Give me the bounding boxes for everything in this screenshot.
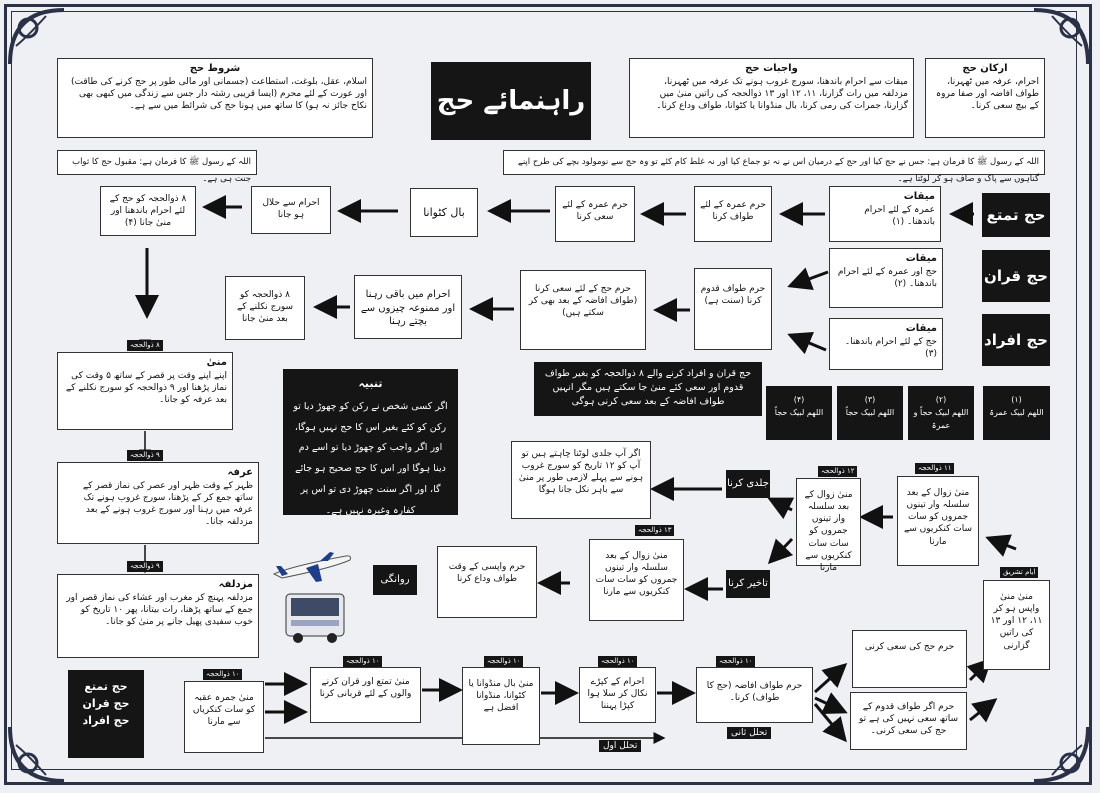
legend-ifrad: حج افراد — [82, 714, 130, 728]
muzdalifah-box — [57, 574, 259, 658]
talbiyah-4 — [766, 386, 832, 440]
tamattu-haram-sai: حرم عمرہ کے لئے سعی کرنا — [555, 186, 635, 242]
shave: منیٰ بال منڈوانا یا کٹوانا، منڈوانا افضل ہے — [462, 667, 540, 745]
mina-8-text: اپنے اپنے وقت پر قصر کے ساتھ ۵ وقت کی نماز پڑھنا اور ۹ ذوالحجہ کو سورج نکلنے کے بعد عرفہ کو جانا۔ — [65, 370, 227, 405]
tamattu-ihram8: ۸ ذوالحجہ کو حج کے لئے احرام باندھنا اور منیٰ جانا (۴) — [100, 186, 196, 236]
wajibat-heading: واجبات حج — [745, 63, 798, 74]
talbiyah-3 — [837, 386, 903, 440]
mina-return: منیٰ منیٰ واپس ہو کر ۱۱، ۱۲ اور ۱۳ کی راتیں گزارنی — [983, 580, 1050, 670]
tamattu-hair: بال کٹوانا — [410, 188, 478, 237]
mina-8-box — [57, 352, 233, 430]
change-clothes: احرام کے کپڑے نکال کر سلا ہوا کپڑا پہننا — [579, 667, 656, 723]
day-tag-9a: ۹ ذوالحجہ — [127, 450, 163, 461]
wajibat-box — [629, 58, 914, 138]
qiran-miqat — [829, 248, 943, 308]
tamattu-halal: احرام سے حلال ہو جانا — [251, 186, 331, 234]
warning-box — [283, 369, 458, 515]
qiran-miqat-title: میقات — [905, 253, 937, 264]
day-tag-10e: ۱۰ ذوالحجہ — [716, 656, 755, 667]
mina-13: منیٰ زوال کے بعد سلسلہ وار تینوں جمروں کو سات سات کنکریوں سے مارنا — [589, 539, 684, 621]
arkan-box — [925, 58, 1045, 138]
arkan-heading: ارکان حج — [962, 63, 1008, 74]
muzdalifah-text: مزدلفہ پہنچ کر مغرب اور عشاء کی نماز قصر اور جمع کے ساتھ پڑھنا، رات بیتانا، پھر ۱۰ تاریخ کو خوب سفیدی پھیل جانے پر منیٰ کو جانا۔ — [66, 592, 253, 627]
tashreeq-tag: ایام تشریق — [1000, 567, 1038, 578]
wajibat-text: میقات سے احرام باندھنا، سورج غروب ہونے تک عرفہ میں ٹھہرنا، مزدلفہ میں رات گزارنا، ۱۱، ۱۲ اور ۱۳ ذوالحجہ کی راتیں منیٰ میں گزارنا، جمرات کی رمی کرنا، بال منڈوانا یا کٹوانا، طواف وداع کرنا۔ — [656, 76, 908, 111]
arafah-title: عرفہ — [227, 467, 253, 478]
page-title: راہنمائے حج — [431, 62, 591, 140]
day-tag-13: ۱۳ ذوالحجہ — [635, 525, 674, 536]
tawaf-ifadah: حرم طواف افاضہ (حج کا طواف) کرنا۔ — [696, 667, 813, 723]
hadith-hajj-mabrur: اللہ کے رسول ﷺ کا فرمان ہے: جس نے حج کیا اور حج کے درمیان اس نے نہ تو جماع کیا اور نہ غلط کام کئے تو وہ حج سے نومولود بچے کی طرح اپنے گناہوں سے پاک و صاف ہو کر لوٹتا ہے۔ — [503, 150, 1045, 175]
legend-tamattu: حج تمتع — [84, 680, 128, 693]
day-tag-10a: ۱۰ ذوالحجہ — [203, 669, 242, 680]
type-ifrad: حج افراد — [982, 314, 1050, 366]
conditions-heading: شروط حج — [189, 63, 241, 74]
day-tag-8: ۸ ذوالحجہ — [127, 340, 163, 351]
tawaf-qudum: حرم طواف قدوم کرنا (سنت ہے) — [694, 268, 772, 350]
talbiyah-4-num: (۴) — [793, 395, 805, 404]
tamattu-miqat — [829, 186, 941, 242]
delay-button: تاخیر کرنا — [726, 570, 770, 598]
talbiyah-2 — [908, 386, 974, 440]
tahallul-thani: تحلل ثانی — [727, 727, 771, 739]
arafah-box — [57, 462, 259, 544]
go-mina-8: ۸ ذوالحجہ کو سورج نکلنے کے بعد منیٰ جانا — [225, 276, 305, 340]
legend-box — [68, 670, 144, 758]
qiran-ifrad-note: حج قران و افراد کرنے والے ۸ ذوالحجہ کو بغیر طواف قدوم اور سعی کئے منیٰ جا سکتے ہیں مگر انہیں طواف افاضہ کے بعد سعی کرنی ہوگی — [534, 362, 762, 416]
conditions-box — [57, 58, 373, 138]
day-tag-12: ۱۲ ذوالحجہ — [818, 466, 857, 477]
sacrifice: منیٰ تمتع اور قران کرنے والوں کے لئے قربانی کرنا — [310, 667, 421, 723]
bus-icon — [282, 590, 348, 646]
arkan-text: احرام، عرفہ میں ٹھہرنا، طواف افاضہ اور صفا مروہ کے بیچ سعی کرنا۔ — [935, 76, 1039, 111]
talbiyah-1-num: (۱) — [1011, 395, 1022, 404]
day-tag-10d: ۱۰ ذوالحجہ — [598, 656, 637, 667]
day-tag-9b: ۹ ذوالحجہ — [127, 561, 163, 572]
ifrad-miqat-title: میقات — [905, 323, 937, 334]
sai-if-not-done: حرم اگر طواف قدوم کے ساتھ سعی نہیں کی ہے تو حج کی سعی کرنی۔ — [850, 692, 967, 750]
early-button: جلدی کرنا — [726, 470, 770, 498]
ifrad-miqat-text: حج کے لئے احرام باندھنا۔ (۳) — [844, 336, 937, 359]
talbiyah-1 — [983, 386, 1050, 440]
talbiyah-3-num: (۳) — [864, 395, 876, 404]
legend-qiran: حج قران — [82, 697, 130, 711]
tamattu-miqat-title: میقات — [903, 191, 935, 202]
day-tag-10c: ۱۰ ذوالحجہ — [484, 656, 523, 667]
mina-8-title: منیٰ — [206, 357, 227, 368]
warning-text: اگر کسی شخص نے رکن کو چھوڑ دیا تو رکن کو کئے بغیر اس کا حج نہیں ہوگا، اور اگر واجب کو چھوڑ دیا تو اسے دم دینا ہوگا اور اس کا حج صحیح ہو جائے گا، اور اگر سنت چھوڑ دی تو اس پر کفارہ وغیرہ نہیں ہے۔ — [293, 401, 448, 516]
qiran-miqat-text: حج اور عمرہ کے لئے احرام باندھنا۔ (۲) — [837, 266, 937, 289]
departure: روانگی — [373, 565, 417, 595]
warning-title: تنبیہ — [358, 377, 383, 390]
hadith-reward: اللہ کے رسول ﷺ کا فرمان ہے: مقبول حج کا ثواب جنت ہی ہے۔ — [57, 150, 257, 175]
airplane-icon — [272, 548, 354, 584]
conditions-text: اسلام، عقل، بلوغت، استطاعت (جسمانی اور مالی طور پر حج کرنے کی طاقت) اور عورت کے لئے محرم (ایسا قریبی رشتہ دار جس سے زندگی میں کبھی بھی نکاح جائز نہ ہو) کا ساتھ میں ہونا حج کی شرائط میں سے ہے۔ — [71, 76, 367, 111]
type-tamattu: حج تمتع — [982, 193, 1050, 237]
talbiyah-2-text: اللھم لبیک حجاً و عمرۃ — [913, 407, 969, 430]
tahallul-awwal: تحلل اول — [599, 740, 641, 752]
mina-11: منیٰ زوال کے بعد سلسلہ وار تینوں جمروں کو سات سات کنکریوں سے مارنا — [897, 476, 979, 566]
talbiyah-3-text: اللھم لبیک حجاً — [845, 407, 895, 417]
stay-in-ihram: احرام میں باقی رہنا اور ممنوعہ چیزوں سے بچتے رہنا — [354, 275, 462, 339]
day-tag-10b: ۱۰ ذوالحجہ — [343, 656, 382, 667]
sai-hajj-2: حرم حج کی سعی کرنی — [852, 630, 967, 688]
tamattu-miqat-text: عمرہ کے لئے احرام باندھنا۔ (۱) — [864, 204, 935, 227]
ifrad-miqat — [829, 318, 943, 370]
talbiyah-1-text: اللھم لبیک عمرۃ — [989, 407, 1044, 417]
day-tag-11: ۱۱ ذوالحجہ — [915, 463, 954, 474]
mina-12: منیٰ زوال کے بعد سلسلہ وار تینوں جمروں کو سات سات کنکریوں سے مارنا — [796, 478, 861, 566]
early-note: اگر آپ جلدی لوٹنا چاہتے ہیں تو آپ کو ۱۲ تاریخ کو سورج غروب ہونے سے پہلے لازمی طور پر منیٰ سے باہر نکل جانا ہوگا — [511, 441, 651, 519]
tamattu-haram-tawaf: حرم عمرہ کے لئے طواف کرنا — [694, 186, 772, 242]
farewell-tawaf: حرم واپسی کے وقت طواف وداع کرنا — [437, 546, 537, 618]
muzdalifah-title: مزدلفہ — [218, 579, 253, 590]
talbiyah-2-num: (۲) — [935, 395, 947, 404]
type-qiran: حج قران — [982, 250, 1050, 302]
arafah-text: ظہر کے وقت ظہر اور عصر کی نماز قصر کے ساتھ جمع کر کے پڑھنا، سورج غروب ہونے تک عرفہ میں رہنا اور سورج غروب ہونے کے بعد مزدلفہ جانا۔ — [82, 480, 253, 527]
jamra-aqaba: منیٰ جمرہ عقبہ کو سات کنکریاں سے مارنا — [184, 681, 264, 753]
talbiyah-4-text: اللھم لبیک حجاً — [774, 407, 824, 417]
sai-hajj: حرم حج کے لئے سعی کرنا (طواف افاضہ کے بعد بھی کر سکتے ہیں) — [520, 270, 646, 350]
